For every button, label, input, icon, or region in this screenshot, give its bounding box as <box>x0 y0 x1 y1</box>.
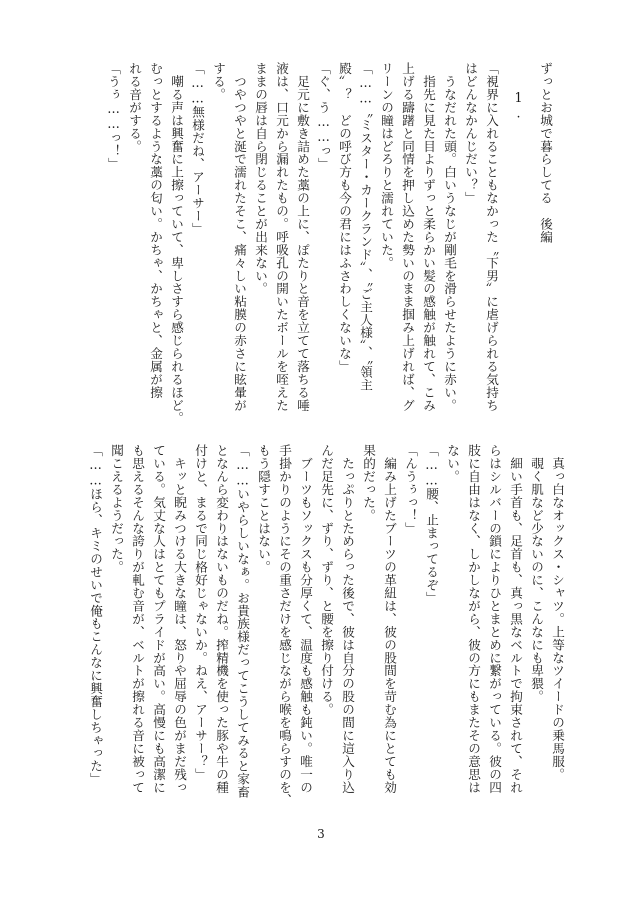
upper-text-block <box>72 62 556 425</box>
document-title: ずっとお城で暮らしてる 後編 <box>538 62 553 244</box>
paragraph-line: も思えるそんな誇りが軋む音が、ベルトが擦れる音に被って <box>130 444 145 794</box>
paragraph-line: 上げる躊躇と同情を押し込めた勢いのまま掴み上げれば、グ <box>400 62 415 412</box>
paragraph-line: する。 <box>211 62 226 101</box>
paragraph-line: 液は、口元から漏れたもの。呼吸孔の開いたボールを咥えた <box>274 62 289 412</box>
page-number: 3 <box>317 827 325 841</box>
paragraph-line: ままの唇は自ら閉じることが出来ない。 <box>253 62 268 296</box>
paragraph-line: もう隠すことはない。 <box>256 444 271 574</box>
paragraph-line: 指先に見た目よりずっと柔らかい髪の感触が触れて、こみ <box>421 62 436 412</box>
paragraph-line: 殿〟？ どの呼び方も今の君にはふさわしくないな」 <box>337 62 352 373</box>
paragraph-line: 「うぅ……っ！」 <box>106 62 121 171</box>
paragraph-line: リーンの瞳はどろりと濡れていた。 <box>379 62 394 270</box>
paragraph-line: 細い手首も、足首も、真っ黒なベルトで拘束されて、それ <box>508 444 523 794</box>
paragraph-line: らはシルバーの鎖によりひとまとめに繋がっている。彼の四 <box>487 444 502 794</box>
paragraph-line: 聞こえるようだった。 <box>109 444 124 574</box>
paragraph-line: 「……無様だね、アーサー」 <box>190 62 205 236</box>
paragraph-line: 編み上げたブーツの革紐は、彼の股間を苛む為にとても効 <box>382 444 397 794</box>
paragraph-line: 「ぐ、う……っ」 <box>316 62 331 171</box>
paragraph-line: 「……いやらしいなぁ。お貴族様だってこうしてみると家畜 <box>235 444 250 799</box>
paragraph-line: となんら変わりはないものだね。搾精機を使った豚や牛の種 <box>214 444 229 794</box>
paragraph-line: うなだれた頭。白いうなじが剛毛を滑らせたように赤い。 <box>442 62 457 412</box>
chapter-heading: 1. <box>511 90 526 121</box>
paragraph-line: 真っ白なオックス・シャツ。上等なツイードの乗馬服。 <box>550 444 565 781</box>
lower-text-block <box>78 444 568 807</box>
paragraph-line: つやつやと涎で濡れたそこ、痛々しい粘膜の赤さに眩暈が <box>232 62 247 412</box>
paragraph-line: 「……腰、止まってるぞ」 <box>424 444 439 605</box>
paragraph-line: 果的だった。 <box>361 444 376 522</box>
paragraph-line: 覗く肌など少ないのに、こんなにも卑猥。 <box>529 444 544 703</box>
paragraph-line: 嘲る声は興奮に上擦っていて、卑しさすら感じられるほど。 <box>169 62 184 425</box>
paragraph-line: れる音がする。 <box>127 62 142 153</box>
paragraph-line: 「……〝ミスター・カークランド〟、〝ご主人様〟、〝領主 <box>358 62 373 392</box>
paragraph-line: んだ足先に、ずり、ずり、と腰を擦り付ける。 <box>319 444 334 716</box>
paragraph-line: 「……ほら、キミのせいで俺もこんなに興奮しちゃった」 <box>88 444 103 786</box>
paragraph-line: 手掛かりのようにその重さだけを感じながら喉を鳴らすのを、 <box>277 444 292 807</box>
paragraph-line: たっぷりとためらった後で、彼は自分の股の間に這入り込 <box>340 444 355 794</box>
paragraph-line: 肢に自由はなく、しかしながら、彼の方にもまたその意思は <box>466 444 481 794</box>
paragraph-line: ない。 <box>445 444 460 483</box>
paragraph-line: 「視界に入れることもなかった〝下男〟に虐げられる気持ち <box>484 62 499 412</box>
paragraph-line: ブーツもソックスも分厚くて、温度も感触も鈍い。唯一の <box>298 444 313 794</box>
paragraph-line: むっとするような藁の匂い。かちゃ、かちゃと、金属が擦 <box>148 62 163 399</box>
paragraph-line: 足元に敷き詰めた藁の上に、ぽたりと音を立てて落ちる唾 <box>295 62 310 412</box>
paragraph-line: キッと睨みつける大きな瞳は、怒りや屈辱の色がまだ残っ <box>172 444 187 794</box>
paragraph-line: ている。気丈な人はとてもプライドが高い。高慢にも高潔に <box>151 444 166 794</box>
paragraph-line: はどんなかんじだい？」 <box>463 62 478 205</box>
paragraph-line: 「んうぅっ！」 <box>403 444 418 535</box>
paragraph-line: 付けと、まるで同じ格好じゃないか。ねえ、アーサー？」 <box>193 444 208 781</box>
